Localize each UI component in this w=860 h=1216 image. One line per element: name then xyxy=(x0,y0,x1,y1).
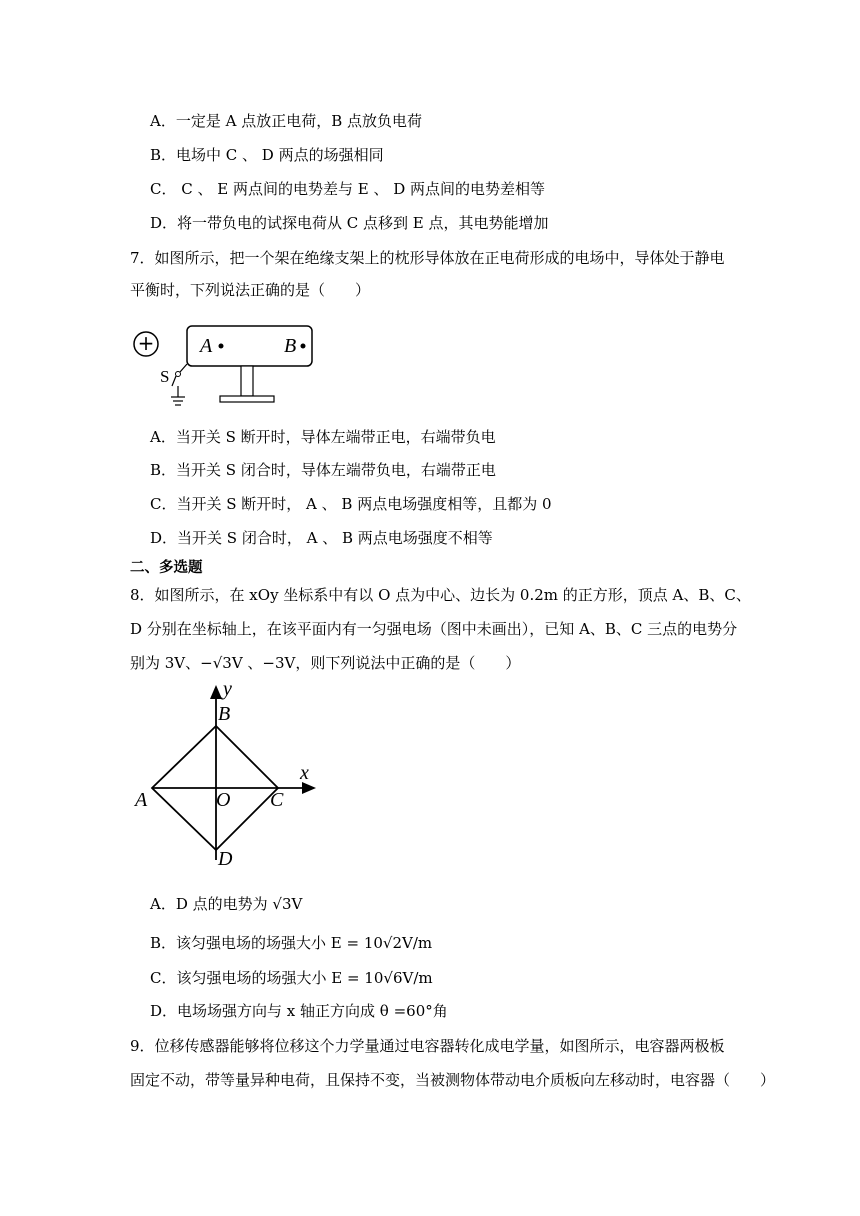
switch-label: S xyxy=(160,367,170,386)
point-a-dot xyxy=(219,344,224,349)
y-axis-label: y xyxy=(223,678,232,700)
plus-sign: + xyxy=(137,331,155,355)
x-axis-label: x xyxy=(300,762,309,784)
stand-post xyxy=(241,366,253,396)
q8-stem-line2: D 分别在坐标轴上，在该平面内有一匀强电场（图中未画出），已知 A、B、C 三点的电势分 xyxy=(130,620,738,638)
stand-base xyxy=(220,396,274,402)
point-o-label: O xyxy=(216,789,231,811)
q8-stem-line1: 8．如图所示，在 xOy 坐标系中有以 O 点为中心、边长为 0.2m 的正方形，顶点 A、B、C、 xyxy=(130,586,751,604)
q8-option-a: A．D 点的电势为 √3V xyxy=(150,895,303,913)
wire xyxy=(180,364,187,372)
switch-blade xyxy=(172,376,176,386)
q7-option-d: D．当开关 S 闭合时， A 、 B 两点电场强度不相等 xyxy=(150,529,493,547)
switch-contact xyxy=(176,372,181,377)
point-c-label: C xyxy=(270,789,284,811)
section-title: 二、多选题 xyxy=(130,560,203,576)
q8-stem-line3: 别为 3V、−√3V 、−3V，则下列说法中正确的是（ ） xyxy=(130,654,521,672)
q8-option-c: C．该匀强电场的场强大小 E = 10√6V/m xyxy=(150,969,433,987)
point-b-label: B xyxy=(284,335,297,357)
q7-option-c: C．当开关 S 断开时， A 、 B 两点电场强度相等，且都为 0 xyxy=(150,495,552,513)
q8-figure xyxy=(130,675,330,875)
q8-option-b: B．该匀强电场的场强大小 E = 10√2V/m xyxy=(150,934,433,952)
q6-option-c: C． C 、 E 两点间的电势差与 E 、 D 两点间的电势差相等 xyxy=(150,180,546,198)
q6-option-b: B．电场中 C 、 D 两点的场强相同 xyxy=(150,146,384,164)
q7-stem-line2: 平衡时，下列说法正确的是（ ） xyxy=(130,281,371,299)
q8-option-d: D．电场场强方向与 x 轴正方向成 θ =60°角 xyxy=(150,1002,448,1020)
point-a-label: A xyxy=(135,789,148,811)
q7-option-a: A．当开关 S 断开时，导体左端带正电，右端带负电 xyxy=(150,428,496,446)
q9-stem-line1: 9．位移传感器能够将位移这个力学量通过电容器转化成电学量，如图所示，电容器两极板 xyxy=(130,1037,725,1055)
point-b-label: B xyxy=(218,703,231,725)
q6-option-d: D．将一带负电的试探电荷从 C 点移到 E 点，其电势能增加 xyxy=(150,214,549,232)
point-b-dot xyxy=(301,344,306,349)
point-d-label: D xyxy=(218,848,233,870)
q7-option-b: B．当开关 S 闭合时，导体左端带负电，右端带正电 xyxy=(150,461,496,479)
point-a-label: A xyxy=(200,335,213,357)
q7-figure xyxy=(120,318,320,408)
q9-stem-line2: 固定不动，带等量异种电荷，且保持不变，当被测物体带动电介质板向左移动时，电容器（ ） xyxy=(130,1071,776,1089)
q7-stem-line1: 7．如图所示，把一个架在绝缘支架上的枕形导体放在正电荷形成的电场中，导体处于静电 xyxy=(130,249,725,267)
y-axis-arrow-icon xyxy=(210,685,222,699)
q6-option-a: A．一定是 A 点放正电荷，B 点放负电荷 xyxy=(150,112,422,130)
